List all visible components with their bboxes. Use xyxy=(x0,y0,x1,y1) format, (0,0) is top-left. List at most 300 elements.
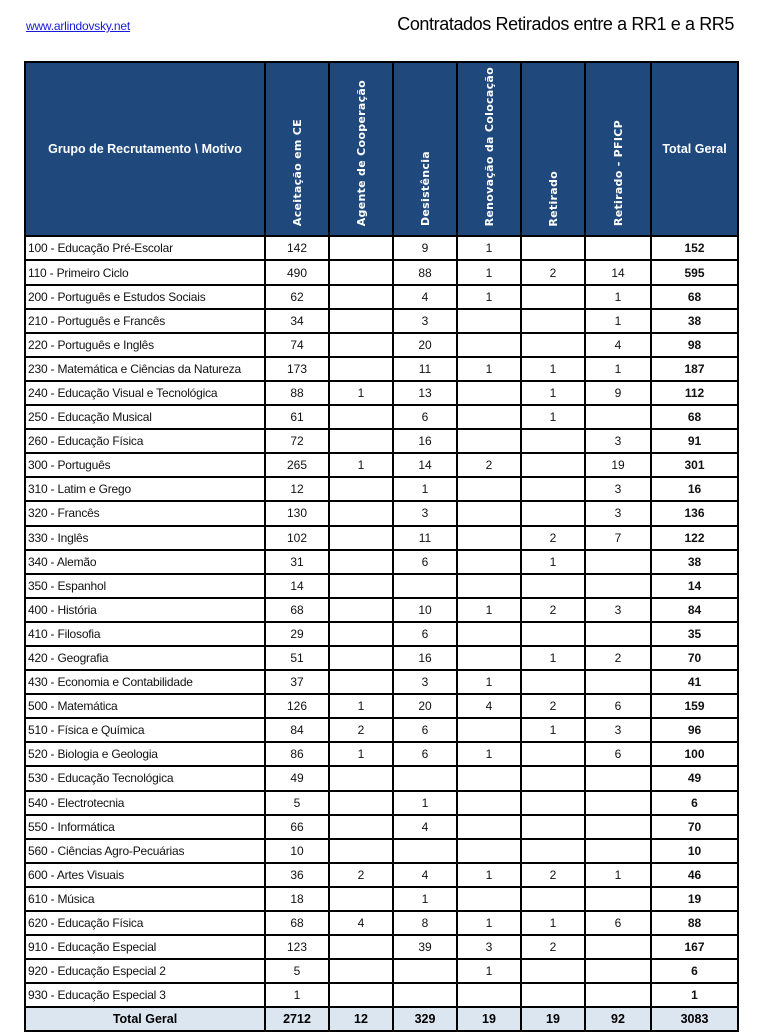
value-cell: 6 xyxy=(393,718,457,742)
group-name-cell: 110 - Primeiro Ciclo xyxy=(25,260,265,284)
value-cell xyxy=(585,959,651,983)
value-cell: 3 xyxy=(585,477,651,501)
value-cell: 2 xyxy=(329,863,393,887)
table-row xyxy=(25,694,738,718)
value-cell xyxy=(521,574,585,598)
value-cell xyxy=(329,983,393,1007)
group-name-cell: 540 - Electrotecnia xyxy=(25,791,265,815)
value-cell: 68 xyxy=(265,598,329,622)
row-total-cell: 122 xyxy=(651,526,738,550)
value-cell: 74 xyxy=(265,333,329,357)
value-cell: 2 xyxy=(521,260,585,284)
value-cell: 3 xyxy=(393,309,457,333)
value-cell xyxy=(329,333,393,357)
value-cell xyxy=(521,839,585,863)
value-cell xyxy=(585,935,651,959)
group-name-cell: 560 - Ciências Agro-Pecuárias xyxy=(25,839,265,863)
value-cell: 130 xyxy=(265,501,329,525)
value-cell: 10 xyxy=(265,839,329,863)
value-cell xyxy=(457,526,521,550)
value-cell: 4 xyxy=(393,815,457,839)
value-cell: 3 xyxy=(457,935,521,959)
group-name-cell: 230 - Matemática e Ciências da Natureza xyxy=(25,357,265,381)
value-cell: 16 xyxy=(393,646,457,670)
value-cell xyxy=(329,574,393,598)
row-total-cell: 10 xyxy=(651,839,738,863)
value-cell: 1 xyxy=(265,983,329,1007)
value-cell: 3 xyxy=(585,718,651,742)
group-name-cell: 610 - Música xyxy=(25,887,265,911)
column-header-label: Total Geral xyxy=(662,142,727,157)
value-cell: 3 xyxy=(585,429,651,453)
value-cell xyxy=(521,815,585,839)
group-name-cell: 930 - Educação Especial 3 xyxy=(25,983,265,1007)
value-cell xyxy=(329,357,393,381)
value-cell: 1 xyxy=(393,887,457,911)
row-total-cell: 595 xyxy=(651,260,738,284)
row-total-cell: 68 xyxy=(651,405,738,429)
group-name-cell: 310 - Latim e Grego xyxy=(25,477,265,501)
value-cell: 16 xyxy=(393,429,457,453)
table-row xyxy=(25,381,738,405)
value-cell: 19 xyxy=(585,453,651,477)
table-row xyxy=(25,260,738,284)
value-cell xyxy=(329,526,393,550)
retirements-table xyxy=(24,61,739,1032)
table-row xyxy=(25,670,738,694)
value-cell xyxy=(585,791,651,815)
group-name-cell: 500 - Matemática xyxy=(25,694,265,718)
table-row xyxy=(25,550,738,574)
value-cell xyxy=(585,670,651,694)
column-header-label: Renovação da Colocação xyxy=(482,67,496,227)
row-total-cell: 112 xyxy=(651,381,738,405)
value-cell xyxy=(457,501,521,525)
row-total-cell: 1 xyxy=(651,983,738,1007)
row-total-cell: 70 xyxy=(651,646,738,670)
value-cell xyxy=(521,887,585,911)
value-cell: 1 xyxy=(521,405,585,429)
group-name-cell: 920 - Educação Especial 2 xyxy=(25,959,265,983)
value-cell: 1 xyxy=(329,381,393,405)
column-header-desistencia xyxy=(393,62,457,236)
group-name-cell: 200 - Português e Estudos Sociais xyxy=(25,285,265,309)
value-cell xyxy=(329,815,393,839)
total-row xyxy=(25,1007,738,1031)
value-cell xyxy=(457,574,521,598)
value-cell xyxy=(457,477,521,501)
value-cell: 5 xyxy=(265,959,329,983)
row-total-cell: 152 xyxy=(651,236,738,260)
group-name-cell: 300 - Português xyxy=(25,453,265,477)
site-link[interactable]: www.arlindovsky.net xyxy=(26,19,131,33)
value-cell xyxy=(329,477,393,501)
value-cell: 1 xyxy=(521,357,585,381)
value-cell xyxy=(329,309,393,333)
total-cell: 92 xyxy=(585,1007,651,1031)
row-total-cell: 38 xyxy=(651,309,738,333)
table-body xyxy=(25,236,738,1007)
value-cell: 1 xyxy=(329,694,393,718)
total-cell: 12 xyxy=(329,1007,393,1031)
value-cell xyxy=(329,405,393,429)
row-total-cell: 41 xyxy=(651,670,738,694)
group-name-cell: 240 - Educação Visual e Tecnológica xyxy=(25,381,265,405)
value-cell xyxy=(457,622,521,646)
value-cell xyxy=(457,791,521,815)
value-cell xyxy=(521,959,585,983)
group-name-cell: 400 - História xyxy=(25,598,265,622)
value-cell: 9 xyxy=(585,381,651,405)
value-cell xyxy=(457,381,521,405)
value-cell xyxy=(521,236,585,260)
value-cell: 49 xyxy=(265,766,329,790)
value-cell xyxy=(585,236,651,260)
page-title: Contratados Retirados entre a RR1 e a RR5 xyxy=(397,14,734,34)
value-cell: 102 xyxy=(265,526,329,550)
group-name-cell: 100 - Educação Pré-Escolar xyxy=(25,236,265,260)
value-cell: 6 xyxy=(393,550,457,574)
value-cell: 173 xyxy=(265,357,329,381)
value-cell: 9 xyxy=(393,236,457,260)
value-cell xyxy=(457,718,521,742)
value-cell: 1 xyxy=(585,309,651,333)
row-total-cell: 159 xyxy=(651,694,738,718)
table-row xyxy=(25,983,738,1007)
value-cell: 2 xyxy=(457,453,521,477)
value-cell: 265 xyxy=(265,453,329,477)
value-cell: 3 xyxy=(393,670,457,694)
value-cell: 4 xyxy=(329,911,393,935)
row-total-cell: 301 xyxy=(651,453,738,477)
group-name-cell: 910 - Educação Especial xyxy=(25,935,265,959)
value-cell: 68 xyxy=(265,911,329,935)
total-cell: 2712 xyxy=(265,1007,329,1031)
table-row xyxy=(25,887,738,911)
value-cell: 14 xyxy=(265,574,329,598)
value-cell xyxy=(457,405,521,429)
value-cell: 1 xyxy=(329,742,393,766)
table-row xyxy=(25,333,738,357)
value-cell: 66 xyxy=(265,815,329,839)
value-cell: 2 xyxy=(521,526,585,550)
table-row xyxy=(25,622,738,646)
value-cell xyxy=(585,839,651,863)
value-cell: 61 xyxy=(265,405,329,429)
value-cell: 11 xyxy=(393,357,457,381)
table-row xyxy=(25,863,738,887)
value-cell xyxy=(521,983,585,1007)
value-cell: 6 xyxy=(585,694,651,718)
value-cell: 7 xyxy=(585,526,651,550)
value-cell: 142 xyxy=(265,236,329,260)
value-cell: 6 xyxy=(393,622,457,646)
value-cell: 37 xyxy=(265,670,329,694)
value-cell: 72 xyxy=(265,429,329,453)
value-cell: 1 xyxy=(457,285,521,309)
table-row xyxy=(25,839,738,863)
value-cell xyxy=(329,670,393,694)
value-cell: 4 xyxy=(457,694,521,718)
table-row xyxy=(25,405,738,429)
total-cell: 3083 xyxy=(651,1007,738,1031)
value-cell: 2 xyxy=(585,646,651,670)
value-cell: 1 xyxy=(457,959,521,983)
group-name-cell: 600 - Artes Visuais xyxy=(25,863,265,887)
table-row xyxy=(25,236,738,260)
value-cell: 3 xyxy=(585,501,651,525)
table-row xyxy=(25,501,738,525)
row-total-cell: 46 xyxy=(651,863,738,887)
value-cell xyxy=(329,887,393,911)
value-cell xyxy=(393,574,457,598)
value-cell xyxy=(521,670,585,694)
column-header-label: Retirado xyxy=(546,170,560,227)
value-cell xyxy=(329,236,393,260)
table-row xyxy=(25,453,738,477)
value-cell xyxy=(457,333,521,357)
value-cell xyxy=(329,550,393,574)
column-header-total xyxy=(651,62,738,236)
group-name-cell: 330 - Inglês xyxy=(25,526,265,550)
group-name-cell: 420 - Geografia xyxy=(25,646,265,670)
value-cell: 1 xyxy=(585,863,651,887)
value-cell xyxy=(393,959,457,983)
value-cell xyxy=(585,887,651,911)
value-cell: 1 xyxy=(521,718,585,742)
value-cell: 2 xyxy=(521,694,585,718)
value-cell: 1 xyxy=(457,357,521,381)
value-cell: 88 xyxy=(393,260,457,284)
value-cell: 10 xyxy=(393,598,457,622)
header-row xyxy=(25,62,738,236)
row-total-cell: 6 xyxy=(651,791,738,815)
value-cell: 3 xyxy=(585,598,651,622)
column-header-label: Agente de Cooperação xyxy=(354,80,368,227)
value-cell: 36 xyxy=(265,863,329,887)
value-cell: 1 xyxy=(585,357,651,381)
value-cell: 8 xyxy=(393,911,457,935)
group-name-cell: 520 - Biologia e Geologia xyxy=(25,742,265,766)
value-cell xyxy=(521,333,585,357)
value-cell xyxy=(585,574,651,598)
value-cell: 1 xyxy=(329,453,393,477)
group-name-cell: 350 - Espanhol xyxy=(25,574,265,598)
table-row xyxy=(25,791,738,815)
total-cell: 19 xyxy=(457,1007,521,1031)
row-total-cell: 167 xyxy=(651,935,738,959)
table-row xyxy=(25,959,738,983)
value-cell xyxy=(585,983,651,1007)
value-cell xyxy=(329,429,393,453)
column-header-aceitacao xyxy=(265,62,329,236)
value-cell xyxy=(457,429,521,453)
column-header-renovacao xyxy=(457,62,521,236)
row-total-cell: 35 xyxy=(651,622,738,646)
table-row xyxy=(25,357,738,381)
value-cell: 1 xyxy=(457,670,521,694)
value-cell xyxy=(521,791,585,815)
value-cell: 6 xyxy=(585,911,651,935)
column-header-group xyxy=(25,62,265,236)
table-row xyxy=(25,815,738,839)
value-cell: 4 xyxy=(393,285,457,309)
value-cell: 1 xyxy=(393,477,457,501)
group-name-cell: 410 - Filosofia xyxy=(25,622,265,646)
row-total-cell: 49 xyxy=(651,766,738,790)
table-row xyxy=(25,718,738,742)
value-cell: 31 xyxy=(265,550,329,574)
value-cell xyxy=(457,887,521,911)
group-name-cell: 210 - Português e Francês xyxy=(25,309,265,333)
table-row xyxy=(25,742,738,766)
value-cell: 84 xyxy=(265,718,329,742)
value-cell: 1 xyxy=(457,911,521,935)
value-cell xyxy=(457,766,521,790)
value-cell: 2 xyxy=(521,863,585,887)
value-cell: 1 xyxy=(585,285,651,309)
table-row xyxy=(25,526,738,550)
value-cell: 2 xyxy=(521,598,585,622)
row-total-cell: 136 xyxy=(651,501,738,525)
row-total-cell: 19 xyxy=(651,887,738,911)
value-cell xyxy=(329,260,393,284)
value-cell xyxy=(521,766,585,790)
column-header-agente xyxy=(329,62,393,236)
row-total-cell: 100 xyxy=(651,742,738,766)
row-total-cell: 98 xyxy=(651,333,738,357)
row-total-cell: 16 xyxy=(651,477,738,501)
group-name-cell: 250 - Educação Musical xyxy=(25,405,265,429)
value-cell: 4 xyxy=(393,863,457,887)
value-cell: 490 xyxy=(265,260,329,284)
value-cell: 12 xyxy=(265,477,329,501)
table-row xyxy=(25,911,738,935)
value-cell: 88 xyxy=(265,381,329,405)
value-cell xyxy=(521,501,585,525)
value-cell: 3 xyxy=(393,501,457,525)
column-header-label: Grupo de Recrutamento \ Motivo xyxy=(48,142,242,157)
value-cell xyxy=(521,429,585,453)
value-cell xyxy=(457,550,521,574)
value-cell: 5 xyxy=(265,791,329,815)
value-cell: 1 xyxy=(521,911,585,935)
value-cell xyxy=(329,839,393,863)
value-cell xyxy=(393,766,457,790)
row-total-cell: 38 xyxy=(651,550,738,574)
value-cell: 1 xyxy=(457,260,521,284)
row-total-cell: 68 xyxy=(651,285,738,309)
column-header-retirado-pficp xyxy=(585,62,651,236)
group-name-cell: 340 - Alemão xyxy=(25,550,265,574)
table-row xyxy=(25,309,738,333)
value-cell xyxy=(521,285,585,309)
value-cell: 1 xyxy=(393,791,457,815)
table-row xyxy=(25,285,738,309)
table-row xyxy=(25,646,738,670)
column-header-retirado xyxy=(521,62,585,236)
row-total-cell: 96 xyxy=(651,718,738,742)
total-cell: 329 xyxy=(393,1007,457,1031)
value-cell xyxy=(585,622,651,646)
row-total-cell: 84 xyxy=(651,598,738,622)
group-name-cell: 320 - Francês xyxy=(25,501,265,525)
value-cell: 6 xyxy=(393,742,457,766)
value-cell: 4 xyxy=(585,333,651,357)
value-cell: 126 xyxy=(265,694,329,718)
value-cell xyxy=(521,742,585,766)
value-cell xyxy=(457,309,521,333)
value-cell xyxy=(457,815,521,839)
value-cell: 1 xyxy=(521,381,585,405)
group-name-cell: 430 - Economia e Contabilidade xyxy=(25,670,265,694)
value-cell xyxy=(329,791,393,815)
value-cell: 20 xyxy=(393,694,457,718)
value-cell: 2 xyxy=(329,718,393,742)
value-cell: 1 xyxy=(457,863,521,887)
value-cell xyxy=(521,453,585,477)
value-cell: 1 xyxy=(457,236,521,260)
value-cell: 2 xyxy=(521,935,585,959)
value-cell: 14 xyxy=(585,260,651,284)
value-cell: 6 xyxy=(393,405,457,429)
value-cell xyxy=(393,839,457,863)
value-cell xyxy=(329,501,393,525)
value-cell: 39 xyxy=(393,935,457,959)
value-cell xyxy=(585,815,651,839)
table-row xyxy=(25,574,738,598)
value-cell: 14 xyxy=(393,453,457,477)
value-cell: 20 xyxy=(393,333,457,357)
group-name-cell: 220 - Português e Inglês xyxy=(25,333,265,357)
value-cell xyxy=(521,622,585,646)
column-header-label: Aceitação em CE xyxy=(290,119,304,227)
row-total-cell: 70 xyxy=(651,815,738,839)
row-total-cell: 6 xyxy=(651,959,738,983)
row-total-cell: 88 xyxy=(651,911,738,935)
value-cell: 123 xyxy=(265,935,329,959)
value-cell xyxy=(329,285,393,309)
value-cell: 51 xyxy=(265,646,329,670)
column-header-label: Retirado - PFICP xyxy=(611,120,625,227)
value-cell: 34 xyxy=(265,309,329,333)
group-name-cell: 550 - Informática xyxy=(25,815,265,839)
value-cell xyxy=(393,983,457,1007)
value-cell xyxy=(585,766,651,790)
table-row xyxy=(25,598,738,622)
value-cell: 13 xyxy=(393,381,457,405)
group-name-cell: 530 - Educação Tecnológica xyxy=(25,766,265,790)
value-cell: 62 xyxy=(265,285,329,309)
value-cell: 6 xyxy=(585,742,651,766)
value-cell xyxy=(457,983,521,1007)
table-row xyxy=(25,935,738,959)
value-cell xyxy=(521,309,585,333)
value-cell xyxy=(521,477,585,501)
group-name-cell: 260 - Educação Física xyxy=(25,429,265,453)
total-label: Total Geral xyxy=(25,1007,265,1031)
row-total-cell: 187 xyxy=(651,357,738,381)
value-cell: 1 xyxy=(521,550,585,574)
total-cell: 19 xyxy=(521,1007,585,1031)
value-cell xyxy=(457,646,521,670)
value-cell xyxy=(329,935,393,959)
value-cell xyxy=(585,405,651,429)
row-total-cell: 14 xyxy=(651,574,738,598)
value-cell: 1 xyxy=(457,742,521,766)
value-cell: 86 xyxy=(265,742,329,766)
value-cell: 18 xyxy=(265,887,329,911)
